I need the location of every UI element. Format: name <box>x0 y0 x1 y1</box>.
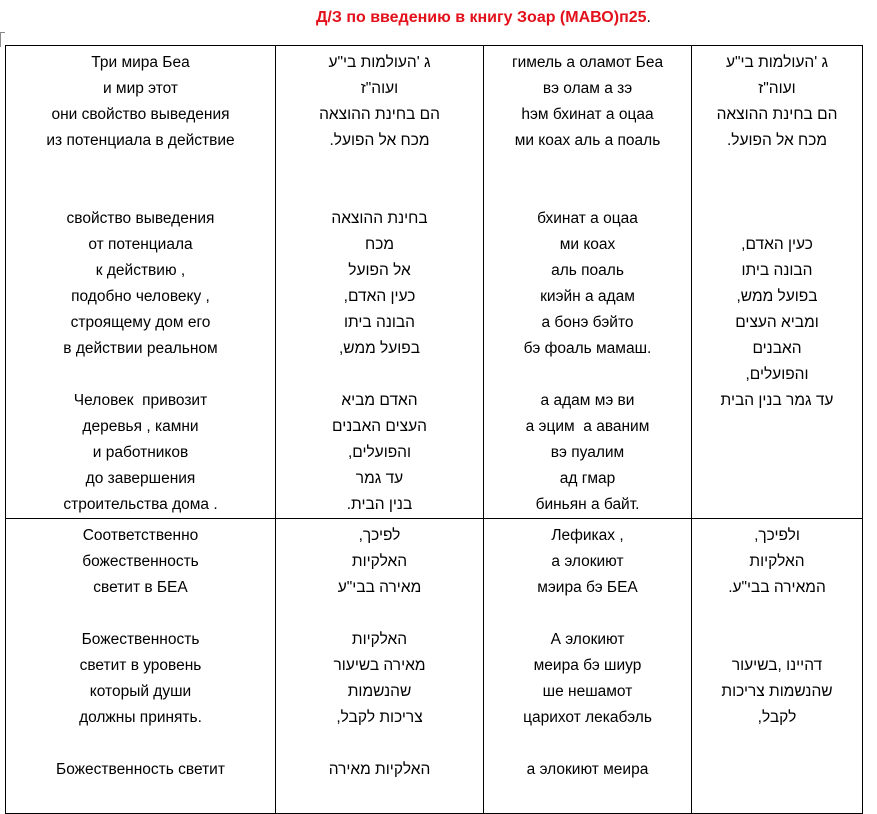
text-line: Человек привозит <box>73 392 208 409</box>
text-line: Лефиках , <box>551 527 624 544</box>
text-line: ועוה"ז <box>758 80 796 97</box>
text-line: мэира бэ БЕА <box>537 579 638 596</box>
text-line: ג 'העולמות בי"ע <box>725 54 829 71</box>
text-line <box>278 601 481 627</box>
text-line: Божественность <box>81 631 200 648</box>
text-line: בנין הבית. <box>346 496 413 513</box>
text-line <box>278 731 481 757</box>
cell-russian-translation <box>6 519 276 814</box>
text-line: светит в уровень <box>79 657 202 674</box>
text-line: до завершения <box>85 470 196 487</box>
document-title <box>0 9 877 27</box>
text-line: ми коах аль а поаль <box>514 132 661 149</box>
text-line: האלקיות <box>351 631 408 648</box>
text-line: לפיכך, <box>358 527 401 544</box>
text-line <box>8 601 273 627</box>
text-line: вэ олам а зэ <box>542 80 633 97</box>
text-line: ועוה"ז <box>360 80 399 97</box>
text-line <box>486 601 689 627</box>
text-line: בפועל ממש, <box>736 288 818 305</box>
text-line <box>694 206 860 232</box>
text-line: божественность <box>82 553 199 570</box>
text-line: из потенциала в действие <box>46 132 235 149</box>
text-line: ג 'העולמות בי"ע <box>328 54 431 71</box>
text-line: светит в БЕА <box>93 579 188 596</box>
text-line: ад гмар <box>559 470 616 487</box>
text-line: царихот лекабэль <box>523 709 652 726</box>
text-line: מכח אל הפועל. <box>329 132 430 149</box>
text-line: а бонэ бэйто <box>541 314 634 331</box>
text-line: בפועל ממש, <box>338 340 421 357</box>
text-line: киэйн а адам <box>540 288 635 305</box>
text-line: והפועלים, <box>347 444 412 461</box>
text-line: האדם מביא <box>341 392 418 409</box>
text-line: аль поаль <box>551 262 624 279</box>
text-line: hэм бхинат а оцаа <box>521 106 654 123</box>
text-line <box>694 627 860 653</box>
text-line <box>8 362 273 388</box>
text-line: האבנים <box>752 340 802 357</box>
text-line: כעין האדם, <box>343 288 416 305</box>
table-row <box>6 519 863 814</box>
text-line: а элокиют меира <box>526 761 649 778</box>
translation-table <box>5 45 863 814</box>
text-line: כעין האדם, <box>741 236 813 253</box>
text-line: האלקיות מאירה <box>328 761 431 778</box>
text-line: אל הפועל <box>348 262 411 279</box>
text-line: ולפיכך, <box>754 527 800 544</box>
text-line: מכח <box>365 236 394 253</box>
text-line: свойство выведения <box>66 210 215 227</box>
text-line <box>278 362 481 388</box>
text-line: העצים האבנים <box>332 418 427 435</box>
text-line <box>694 154 860 180</box>
text-line: מאירה בבי"ע <box>337 579 422 596</box>
text-line <box>694 180 860 206</box>
cell-hebrew-original <box>692 46 863 519</box>
text-line: бэ фоаль мамаш. <box>523 340 652 357</box>
text-line: צריכות לקבל, <box>336 709 423 726</box>
text-line: עד גמר <box>355 470 404 487</box>
text-line: меира бэ шиур <box>533 657 642 674</box>
text-line: המאירה בבי"ע. <box>728 579 826 596</box>
text-line: к действию , <box>95 262 186 279</box>
text-line <box>278 180 481 206</box>
table-row <box>6 46 863 519</box>
text-line <box>8 731 273 757</box>
text-line: А элокиют <box>550 631 625 648</box>
text-line <box>486 154 689 180</box>
text-line: а элокиют <box>551 553 624 570</box>
text-line: и мир этот <box>102 80 179 97</box>
text-line: строящему дом его <box>70 314 211 331</box>
cell-hebrew-source <box>276 519 484 814</box>
text-line: מכח אל הפועל. <box>726 132 828 149</box>
text-line: הבונה ביתו <box>741 262 813 279</box>
text-line: строительства дома . <box>63 496 218 513</box>
text-line: מאירה בשיעור <box>333 657 426 674</box>
text-line: דהיינו ,בשיעור <box>731 657 823 674</box>
text-line: а адам мэ ви <box>540 392 635 409</box>
text-line: ומביא העצים <box>735 314 819 331</box>
text-line: и работников <box>92 444 189 461</box>
text-line: подобно человеку , <box>71 288 210 305</box>
title-text: Д/З по введению в книгу Зоар (МАВО)п25 <box>316 9 647 26</box>
text-line: עד גמר בנין הבית <box>720 392 834 409</box>
text-line <box>278 154 481 180</box>
text-line: биньян а байт. <box>535 496 640 513</box>
text-line: שהנשמות <box>347 683 412 700</box>
cell-russian-translation <box>6 46 276 519</box>
cell-hebrew-source <box>276 46 484 519</box>
text-line: они свойство выведения <box>51 106 230 123</box>
text-line <box>8 154 273 180</box>
text-line: в действии реальном <box>63 340 218 357</box>
text-line: а эцим а аваним <box>525 418 650 435</box>
text-line: вэ пуалим <box>550 444 625 461</box>
text-line <box>486 731 689 757</box>
cell-hebrew-original <box>692 519 863 814</box>
text-line: הם בחינת ההוצאה <box>716 106 838 123</box>
text-line <box>486 180 689 206</box>
text-line: Три мира Беа <box>91 54 190 71</box>
text-line: Божественность светит <box>56 761 225 778</box>
text-line: ми коах <box>559 236 616 253</box>
text-line: который души <box>89 683 192 700</box>
text-line: деревья , камни <box>82 418 199 435</box>
text-line: הבונה ביתו <box>343 314 415 331</box>
text-line: бхинат а оцаа <box>537 210 638 227</box>
text-line: הם בחינת ההוצאה <box>319 106 440 123</box>
text-line: Соответственно <box>82 527 199 544</box>
text-line: ше нешамот <box>542 683 633 700</box>
cell-transliteration <box>484 519 692 814</box>
text-line: האלקיות <box>749 553 805 570</box>
text-line: должны принять. <box>79 709 202 726</box>
text-line: гимель а оламот Беа <box>511 54 664 71</box>
text-line: לקבל, <box>757 709 797 726</box>
text-line <box>694 601 860 627</box>
text-line: от потенциала <box>88 236 193 253</box>
text-line <box>486 362 689 388</box>
text-line: בחינת ההוצאה <box>331 210 428 227</box>
text-line: והפועלים, <box>745 366 809 383</box>
text-line <box>8 180 273 206</box>
title-period: . <box>646 9 651 26</box>
cell-transliteration <box>484 46 692 519</box>
text-line: האלקיות <box>351 553 408 570</box>
text-line: שהנשמות צריכות <box>721 683 833 700</box>
